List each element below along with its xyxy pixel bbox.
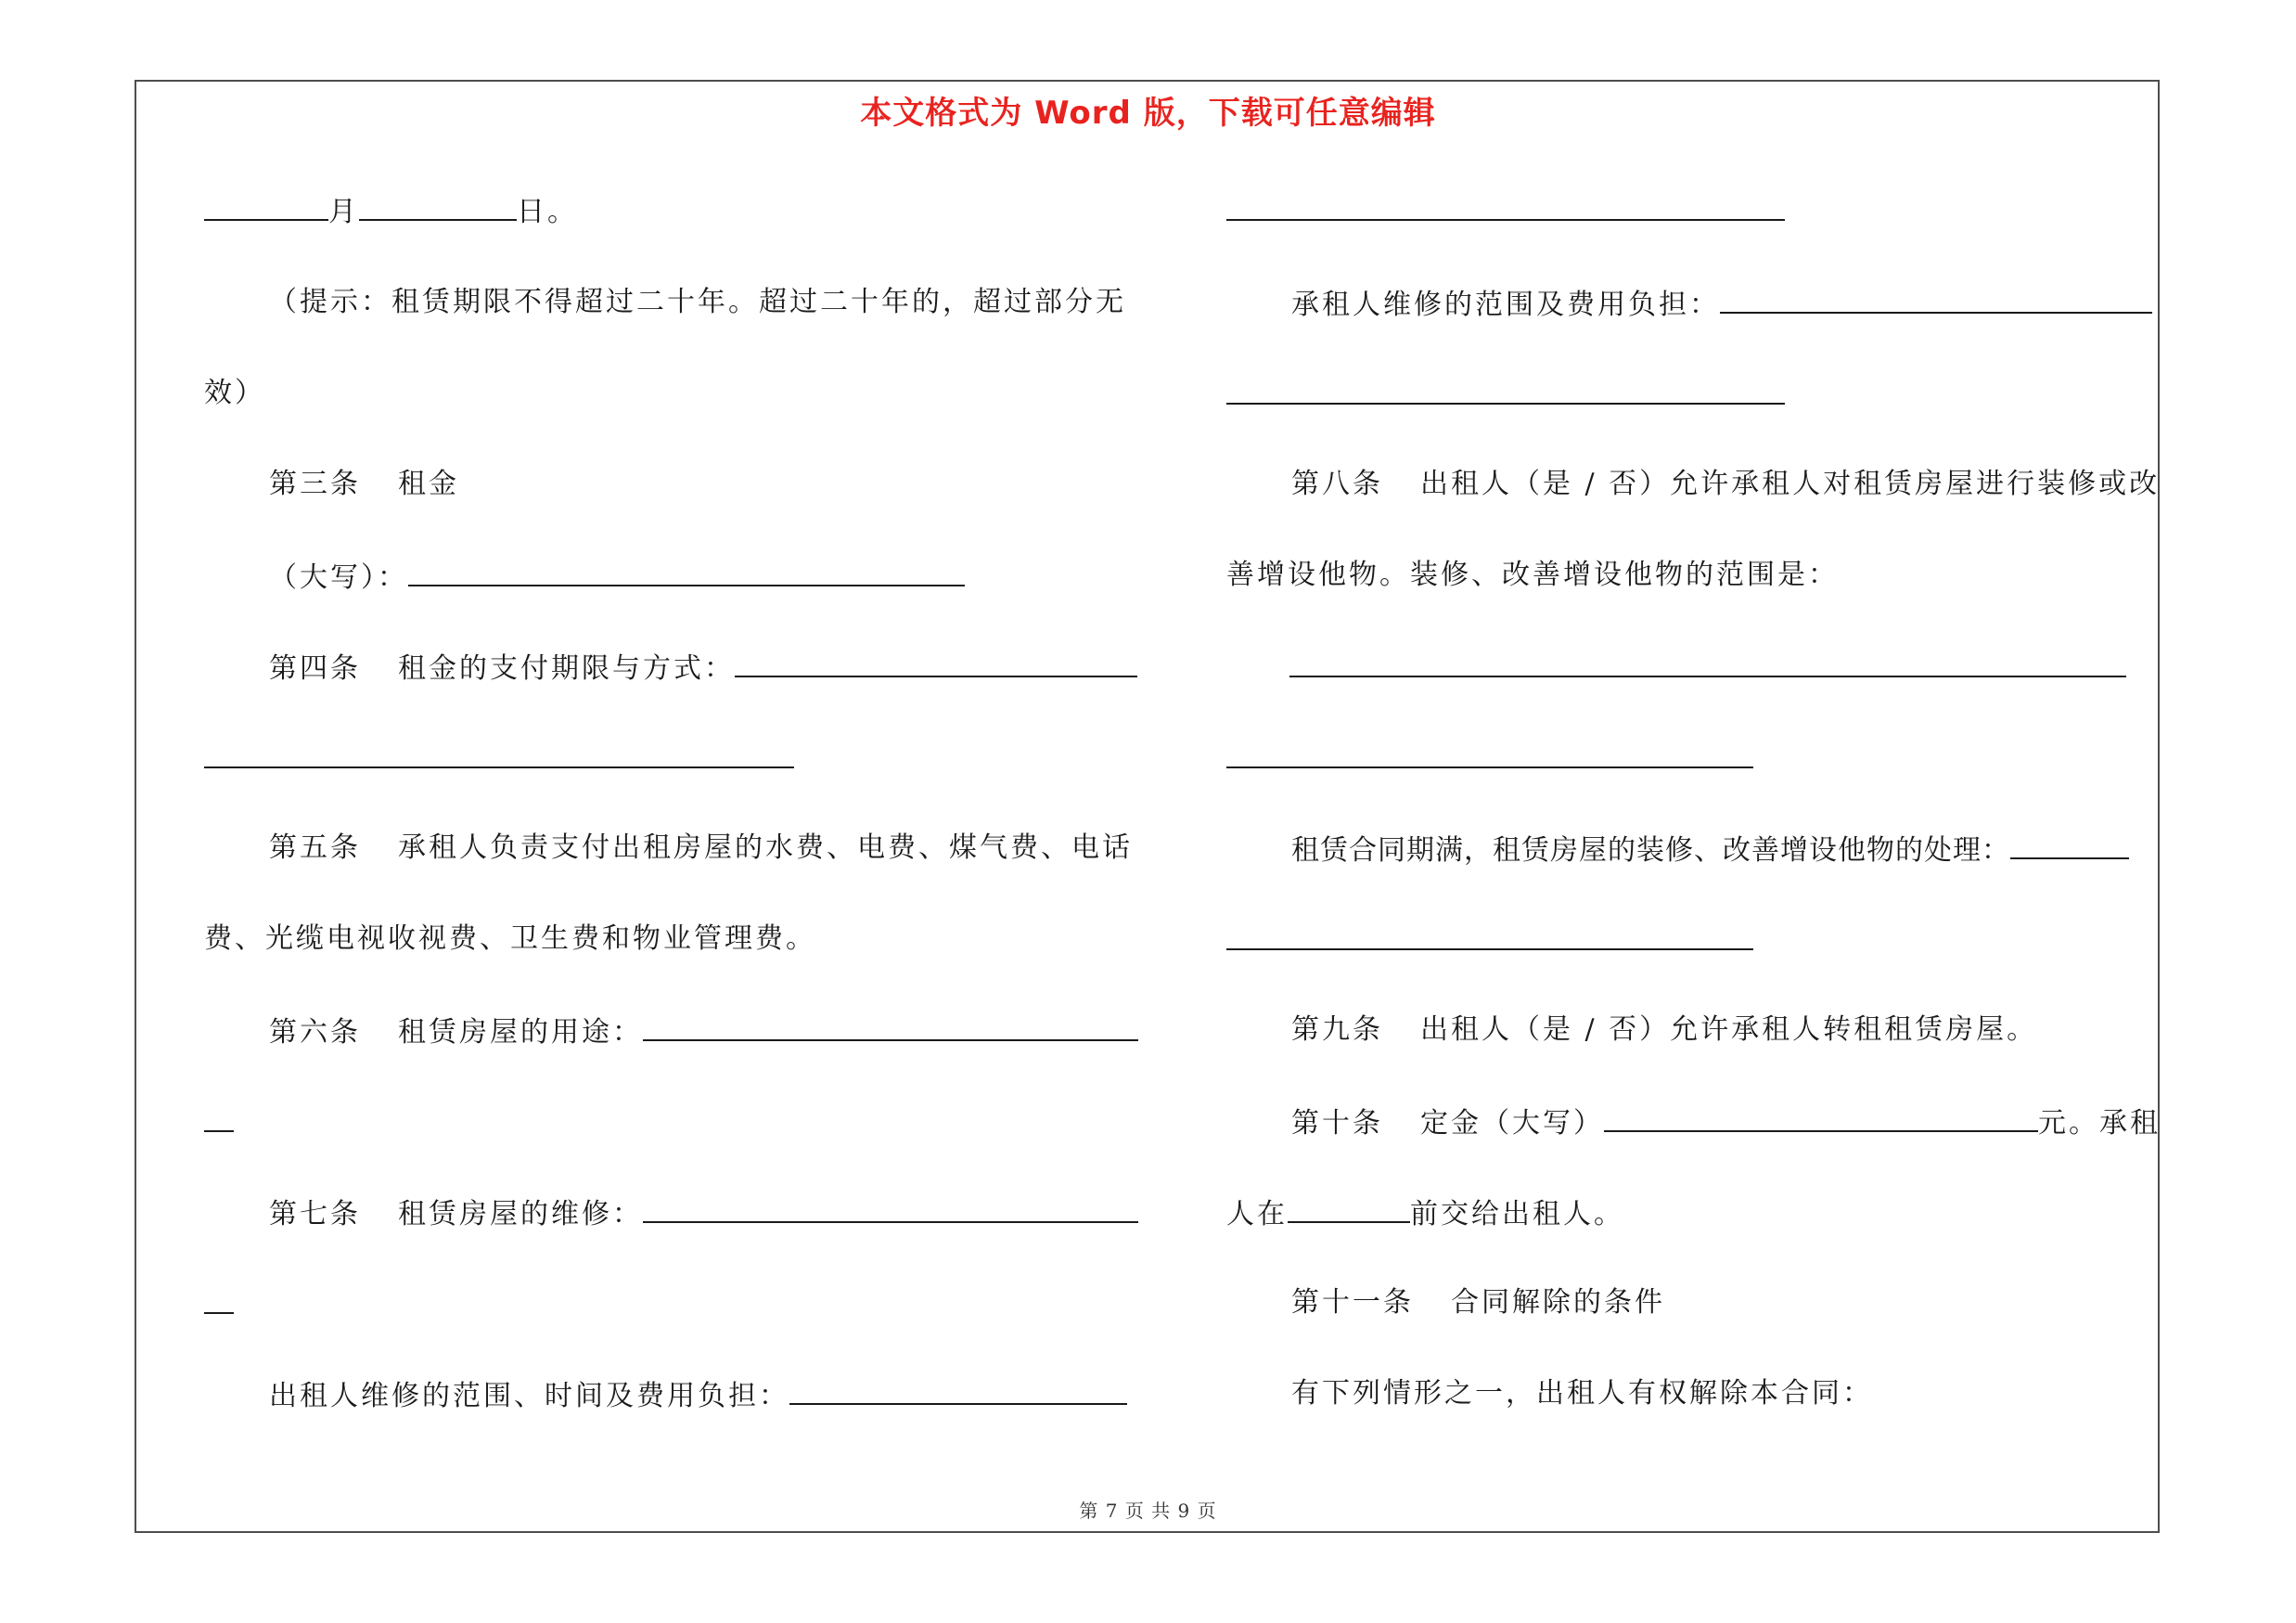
article-8-text: 出租人（是 / 否）允许承租人对租赁房屋进行装修或改 — [1420, 468, 2161, 500]
date-line — [204, 191, 578, 231]
blank-month[interactable] — [204, 191, 328, 221]
day-label: 日。 — [517, 196, 578, 228]
blank-renovation-scope[interactable] — [1289, 648, 2126, 677]
deposit-payer: 人在 — [1226, 1198, 1288, 1230]
article-3-number: 第三条 — [269, 468, 361, 500]
article-7-continuation — [204, 1284, 234, 1324]
blank-repair-2[interactable] — [204, 1284, 234, 1314]
editable-word-banner: 本文格式为 Word 版，下载可任意编辑 — [860, 95, 1436, 132]
article-5-text: 承租人负责支付出租房屋的水费、电费、煤气费、电话 — [398, 831, 1133, 864]
article-10-number: 第十条 — [1291, 1107, 1383, 1140]
article-6-title: 租赁房屋的用途： — [398, 1016, 643, 1049]
article-9-text: 出租人（是 / 否）允许承租人转租租赁房屋。 — [1420, 1013, 2038, 1046]
article-5 — [269, 830, 1133, 867]
page-number: 第 7 页 共 9 页 — [1079, 1500, 1217, 1522]
article-8 — [1291, 466, 2160, 503]
tip-line-2: 效） — [204, 377, 265, 409]
article-11-text: 有下列情形之一，出租人有权解除本合同： — [1291, 1377, 1873, 1410]
article-3-title: 租金 — [398, 468, 459, 500]
expiry-continuation — [1226, 921, 1753, 960]
article-8-continuation: 善增设他物。装修、改善增设他物的范围是： — [1226, 559, 1839, 591]
rent-capital-line — [269, 557, 965, 597]
deposit-unit: 元。承租 — [2038, 1107, 2161, 1140]
article-8-number: 第八条 — [1291, 468, 1383, 500]
blank-lessor-repair-2[interactable] — [1226, 191, 1785, 221]
deposit-deadline-text: 前交给出租人。 — [1410, 1198, 1624, 1230]
blank-repair[interactable] — [643, 1193, 1138, 1223]
article-7-title: 租赁房屋的维修： — [398, 1198, 643, 1230]
month-label: 月 — [328, 196, 359, 228]
article-7 — [269, 1193, 1138, 1233]
article-9 — [1291, 1011, 2037, 1049]
renovation-scope-blank-line — [1289, 648, 2126, 688]
article-11 — [1291, 1284, 1665, 1321]
blank-lessee-repair[interactable] — [1720, 284, 2152, 314]
blank-expiry[interactable] — [2010, 830, 2129, 859]
blank-usage[interactable] — [643, 1011, 1138, 1041]
article-3 — [269, 466, 459, 503]
blank-day[interactable] — [359, 191, 517, 221]
blank-renovation-scope-2[interactable] — [1226, 739, 1753, 768]
deposit-label: 定金（大写） — [1420, 1107, 1604, 1140]
article-7-number: 第七条 — [269, 1198, 361, 1230]
tip-line-1: （提示：租赁期限不得超过二十年。超过二十年的，超过部分无 — [269, 286, 1126, 318]
blank-lessor-repair[interactable] — [789, 1375, 1127, 1405]
blank-payment-terms[interactable] — [735, 648, 1137, 677]
lessee-repair-line — [1291, 284, 2152, 324]
article-10-continuation — [1226, 1193, 1624, 1233]
article-4 — [269, 648, 1137, 688]
article-11-number: 第十一条 — [1291, 1286, 1414, 1319]
article-4-title: 租金的支付期限与方式： — [398, 652, 735, 685]
article-11-title: 合同解除的条件 — [1451, 1286, 1665, 1319]
blank-usage-2[interactable] — [204, 1102, 234, 1132]
lessor-repair-line — [269, 1375, 1127, 1415]
lessor-repair-label: 出租人维修的范围、时间及费用负担： — [269, 1380, 789, 1412]
article-6 — [269, 1011, 1138, 1051]
right-top-continuation — [1226, 191, 1785, 231]
lessee-repair-label: 承租人维修的范围及费用负担： — [1291, 289, 1720, 321]
blank-lessee-repair-2[interactable] — [1226, 375, 1785, 405]
blank-rent-capital[interactable] — [408, 557, 965, 586]
blank-deposit[interactable] — [1604, 1102, 2038, 1132]
article-5-continuation: 费、光缆电视收视费、卫生费和物业管理费。 — [204, 922, 816, 955]
article-9-number: 第九条 — [1291, 1013, 1383, 1046]
rent-capital-label: （大写）： — [269, 561, 408, 594]
expiry-label: 租赁合同期满，租赁房屋的装修、改善增设他物的处理： — [1291, 834, 2010, 867]
blank-payment-terms-2[interactable] — [204, 739, 794, 768]
blank-expiry-2[interactable] — [1226, 921, 1753, 950]
expiry-line — [1291, 830, 2129, 869]
article-10 — [1291, 1102, 2161, 1142]
renovation-scope-blank-line-2 — [1226, 739, 1753, 779]
article-4-continuation — [204, 739, 794, 779]
article-5-number: 第五条 — [269, 831, 361, 864]
blank-deposit-date[interactable] — [1288, 1193, 1410, 1223]
article-4-number: 第四条 — [269, 652, 361, 685]
article-6-number: 第六条 — [269, 1016, 361, 1049]
article-6-continuation — [204, 1102, 234, 1142]
lessee-repair-continuation — [1226, 375, 1785, 415]
